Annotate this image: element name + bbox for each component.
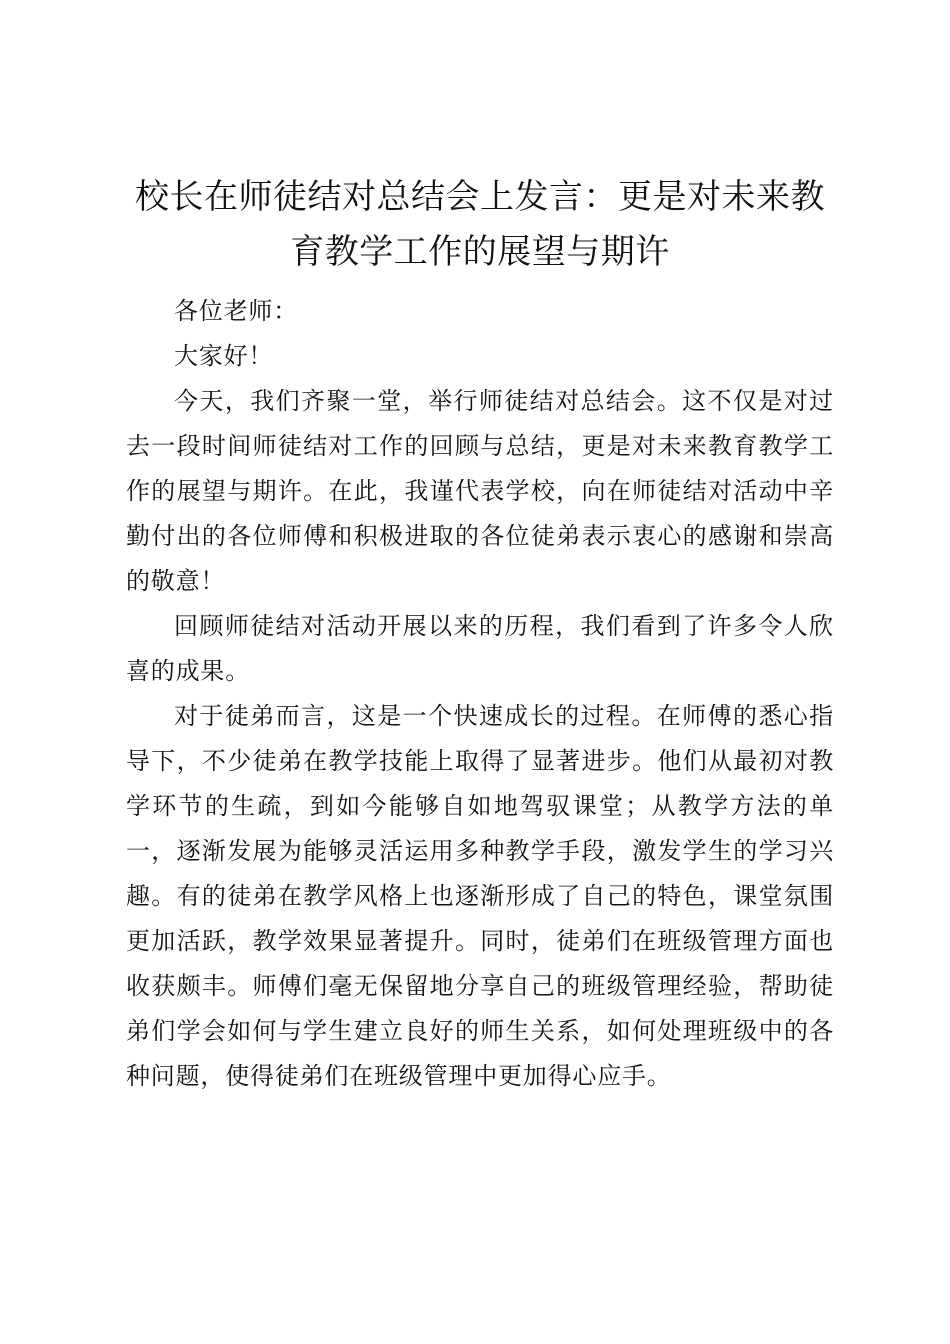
document-body [126,289,834,1099]
document-page [126,170,834,1099]
document-title: 校长在师徒结对总结会上发言：更是对未来教育教学工作的展望与期许 [135,177,825,272]
paragraph-opening: 今天，我们齐聚一堂，举行师徒结对总结会。这不仅是对过去一段时间师徒结对工作的回顾与总结，更是对未来教育教学工作的展望与期许。在此，我谨代表学校，向在师徒结对活动中辛勤付出的各位师傅和积极进取的各位徒弟表示衷心的感谢和崇高的敬意！ [126,387,834,595]
paragraph-review: 回顾师徒结对活动开展以来的历程，我们看到了许多令人欣喜的成果。 [126,612,834,685]
greeting: 大家好！ [174,342,274,370]
paragraph-apprentice-growth: 对于徒弟而言，这是一个快速成长的过程。在师傅的悉心指导下，不少徒弟在教学技能上取得了显著进步。他们从最初对教学环节的生疏，到如今能够自如地驾驭课堂；从教学方法的单一，逐渐发展为能够灵活运用多种教学手段，激发学生的学习兴趣。有的徒弟在教学风格上也逐渐形成了自己的特色，课堂氛围更加活跃，教学效果显著提升。同时，徒弟们在班级管理方面也收获颇丰。师傅们毫无保留地分享自己的班级管理经验，帮助徒弟们学会如何与学生建立良好的师生关系，如何处理班级中的各种问题，使得徒弟们在班级管理中更加得心应手。 [126,702,834,1090]
salutation: 各位老师： [174,297,298,325]
